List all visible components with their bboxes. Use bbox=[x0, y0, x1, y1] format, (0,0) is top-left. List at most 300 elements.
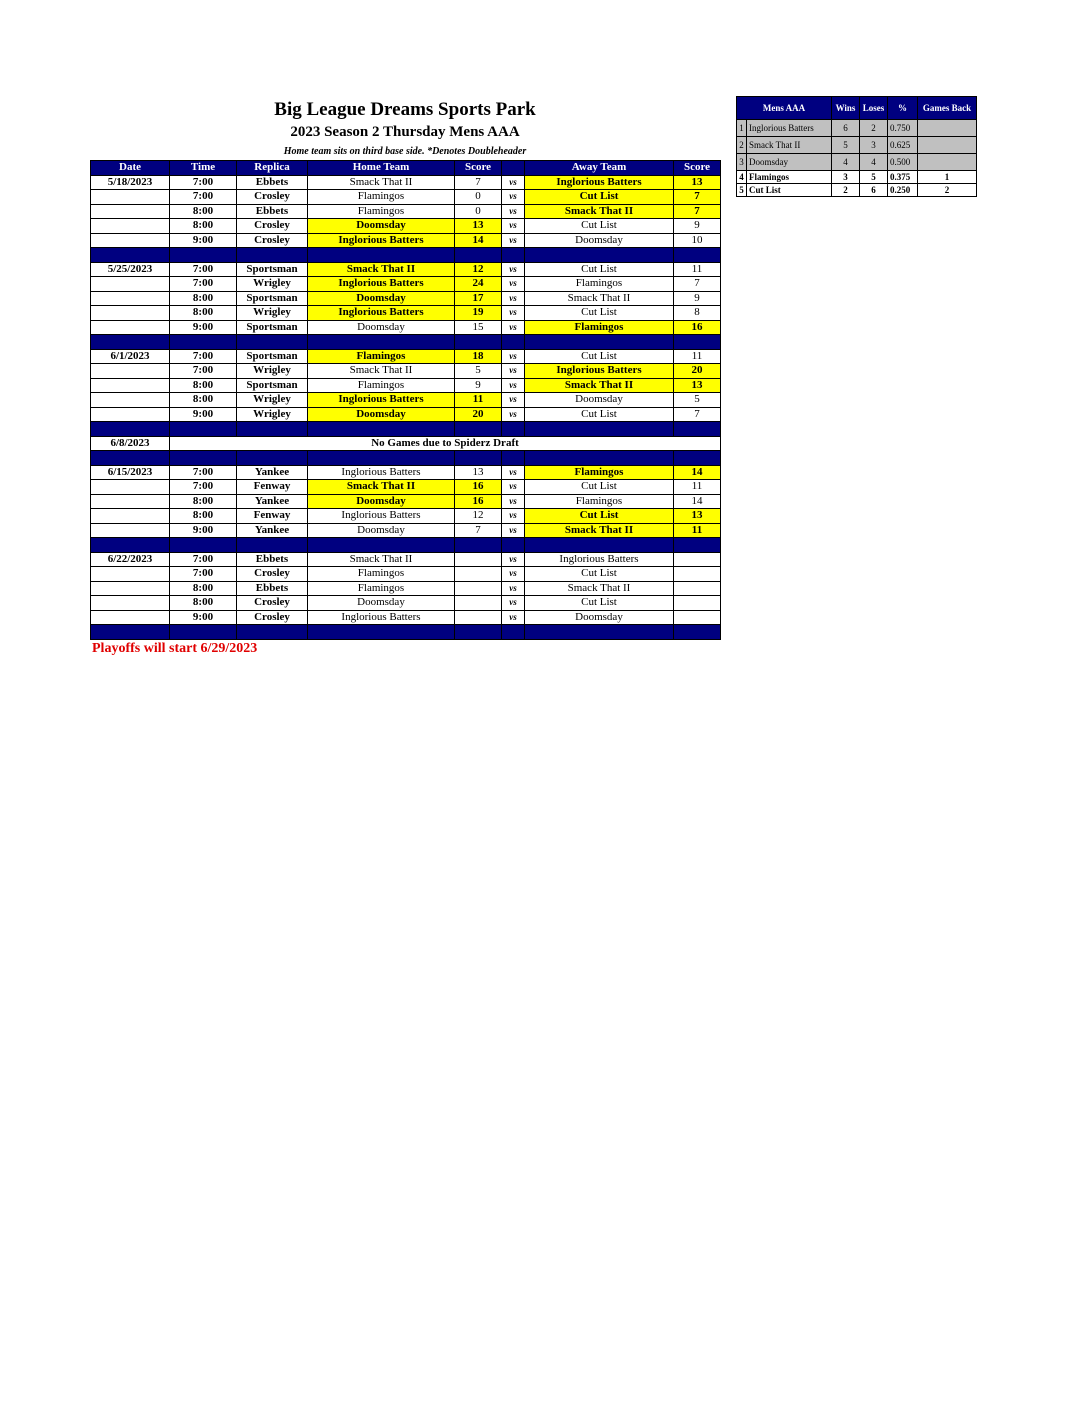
game-time: 8:00 bbox=[170, 596, 237, 611]
separator-cell bbox=[502, 248, 525, 263]
standings-row bbox=[737, 154, 977, 171]
vs-label: vs bbox=[502, 219, 525, 234]
separator-cell bbox=[170, 538, 237, 553]
away-score: 9 bbox=[674, 291, 721, 306]
home-team: Doomsday bbox=[308, 523, 455, 538]
standing-team: Flamingos bbox=[747, 171, 832, 184]
game-replica: Ebbets bbox=[237, 552, 308, 567]
separator-cell bbox=[170, 335, 237, 350]
schedule-title-block bbox=[90, 98, 720, 159]
game-time: 7:00 bbox=[170, 364, 237, 379]
col-away-team: Away Team bbox=[525, 161, 674, 176]
game-date bbox=[91, 523, 170, 538]
home-score: 0 bbox=[455, 190, 502, 205]
away-score: 11 bbox=[674, 262, 721, 277]
separator-cell bbox=[237, 422, 308, 437]
separator-cell bbox=[674, 422, 721, 437]
home-team: Inglorious Batters bbox=[308, 233, 455, 248]
game-date bbox=[91, 378, 170, 393]
home-team-note: Home team sits on third base side. *Denotes Doubleheader bbox=[283, 146, 527, 157]
separator-cell bbox=[525, 422, 674, 437]
separator-cell bbox=[91, 422, 170, 437]
schedule-row bbox=[91, 204, 721, 219]
schedule-row bbox=[91, 190, 721, 205]
standing-pct: 0.625 bbox=[888, 137, 918, 154]
home-team: Inglorious Batters bbox=[308, 306, 455, 321]
separator-cell bbox=[455, 248, 502, 263]
standing-games-back: 1 bbox=[918, 171, 977, 184]
away-score: 9 bbox=[674, 219, 721, 234]
away-team: Cut List bbox=[525, 262, 674, 277]
home-team: Smack That II bbox=[308, 364, 455, 379]
home-score: 17 bbox=[455, 291, 502, 306]
schedule-row bbox=[91, 233, 721, 248]
separator-cell bbox=[308, 538, 455, 553]
schedule-row bbox=[91, 610, 721, 625]
separator-cell bbox=[674, 538, 721, 553]
standing-games-back bbox=[918, 154, 977, 171]
game-replica: Crosley bbox=[237, 219, 308, 234]
separator-cell bbox=[308, 248, 455, 263]
standing-rank: 5 bbox=[737, 184, 747, 197]
home-score: 12 bbox=[455, 509, 502, 524]
vs-label: vs bbox=[502, 349, 525, 364]
standings-col-pct: % bbox=[888, 97, 918, 120]
separator-cell bbox=[502, 625, 525, 640]
schedule-row bbox=[91, 378, 721, 393]
game-replica: Ebbets bbox=[237, 581, 308, 596]
game-time: 7:00 bbox=[170, 175, 237, 190]
schedule-row bbox=[91, 581, 721, 596]
game-date bbox=[91, 219, 170, 234]
game-time: 9:00 bbox=[170, 523, 237, 538]
standing-loses: 2 bbox=[860, 120, 888, 137]
away-team: Cut List bbox=[525, 219, 674, 234]
page-title: Big League Dreams Sports Park bbox=[274, 99, 536, 120]
separator-cell bbox=[170, 248, 237, 263]
standing-loses: 4 bbox=[860, 154, 888, 171]
away-score: 10 bbox=[674, 233, 721, 248]
standing-loses: 6 bbox=[860, 184, 888, 197]
game-replica: Crosley bbox=[237, 610, 308, 625]
game-replica: Sportsman bbox=[237, 320, 308, 335]
vs-label: vs bbox=[502, 567, 525, 582]
schedule-header-row bbox=[91, 161, 721, 176]
schedule-row bbox=[91, 509, 721, 524]
home-team: Inglorious Batters bbox=[308, 465, 455, 480]
standing-rank: 3 bbox=[737, 154, 747, 171]
schedule-row bbox=[91, 480, 721, 495]
away-score: 11 bbox=[674, 480, 721, 495]
vs-label: vs bbox=[502, 407, 525, 422]
separator-cell bbox=[525, 451, 674, 466]
away-score: 13 bbox=[674, 175, 721, 190]
away-score bbox=[674, 567, 721, 582]
schedule-row bbox=[91, 262, 721, 277]
separator-cell bbox=[170, 422, 237, 437]
game-time: 7:00 bbox=[170, 190, 237, 205]
week-separator-row bbox=[91, 335, 721, 350]
vs-label: vs bbox=[502, 509, 525, 524]
schedule-row-no-games bbox=[91, 436, 721, 451]
standing-games-back bbox=[918, 120, 977, 137]
schedule-row bbox=[91, 465, 721, 480]
game-time: 9:00 bbox=[170, 407, 237, 422]
game-date bbox=[91, 480, 170, 495]
game-date bbox=[91, 204, 170, 219]
home-score: 9 bbox=[455, 378, 502, 393]
separator-cell bbox=[308, 335, 455, 350]
vs-label: vs bbox=[502, 378, 525, 393]
schedule-row bbox=[91, 291, 721, 306]
home-team: Smack That II bbox=[308, 480, 455, 495]
home-score: 13 bbox=[455, 465, 502, 480]
vs-label: vs bbox=[502, 596, 525, 611]
away-team: Flamingos bbox=[525, 465, 674, 480]
home-team: Inglorious Batters bbox=[308, 509, 455, 524]
away-score: 20 bbox=[674, 364, 721, 379]
standings-row bbox=[737, 171, 977, 184]
schedule-row bbox=[91, 349, 721, 364]
standings-body bbox=[737, 120, 977, 197]
home-score: 7 bbox=[455, 523, 502, 538]
standing-team: Smack That II bbox=[747, 137, 832, 154]
standing-team: Cut List bbox=[747, 184, 832, 197]
game-time: 8:00 bbox=[170, 219, 237, 234]
separator-cell bbox=[91, 451, 170, 466]
away-score: 7 bbox=[674, 407, 721, 422]
game-date: 5/18/2023 bbox=[91, 175, 170, 190]
game-replica: Sportsman bbox=[237, 262, 308, 277]
away-score bbox=[674, 552, 721, 567]
schedule-row bbox=[91, 596, 721, 611]
home-score: 0 bbox=[455, 204, 502, 219]
home-score: 11 bbox=[455, 393, 502, 408]
col-time: Time bbox=[170, 161, 237, 176]
home-team: Flamingos bbox=[308, 567, 455, 582]
game-date bbox=[91, 306, 170, 321]
game-replica: Crosley bbox=[237, 596, 308, 611]
vs-label: vs bbox=[502, 465, 525, 480]
away-team: Smack That II bbox=[525, 581, 674, 596]
home-team: Smack That II bbox=[308, 262, 455, 277]
schedule-row bbox=[91, 567, 721, 582]
schedule-row bbox=[91, 523, 721, 538]
separator-cell bbox=[170, 451, 237, 466]
game-time: 7:00 bbox=[170, 465, 237, 480]
away-team: Doomsday bbox=[525, 610, 674, 625]
separator-cell bbox=[525, 335, 674, 350]
standing-pct: 0.250 bbox=[888, 184, 918, 197]
standings-col-games-back: Games Back bbox=[918, 97, 977, 120]
standing-pct: 0.500 bbox=[888, 154, 918, 171]
schedule-row bbox=[91, 219, 721, 234]
vs-label: vs bbox=[502, 291, 525, 306]
vs-label: vs bbox=[502, 552, 525, 567]
game-time: 9:00 bbox=[170, 320, 237, 335]
game-time: 7:00 bbox=[170, 480, 237, 495]
home-team: Doomsday bbox=[308, 219, 455, 234]
game-date bbox=[91, 393, 170, 408]
schedule-row bbox=[91, 393, 721, 408]
away-team: Smack That II bbox=[525, 204, 674, 219]
away-team: Flamingos bbox=[525, 320, 674, 335]
home-score: 14 bbox=[455, 233, 502, 248]
col-away-score: Score bbox=[674, 161, 721, 176]
schedule-row bbox=[91, 364, 721, 379]
game-date bbox=[91, 364, 170, 379]
separator-cell bbox=[170, 625, 237, 640]
home-team: Doomsday bbox=[308, 320, 455, 335]
away-score bbox=[674, 610, 721, 625]
game-time: 8:00 bbox=[170, 509, 237, 524]
week-separator-row bbox=[91, 625, 721, 640]
game-date: 6/1/2023 bbox=[91, 349, 170, 364]
away-team: Smack That II bbox=[525, 378, 674, 393]
home-score bbox=[455, 552, 502, 567]
game-date: 6/15/2023 bbox=[91, 465, 170, 480]
standing-games-back: 2 bbox=[918, 184, 977, 197]
away-score: 11 bbox=[674, 523, 721, 538]
away-score: 11 bbox=[674, 349, 721, 364]
separator-cell bbox=[237, 248, 308, 263]
game-replica: Sportsman bbox=[237, 291, 308, 306]
schedule-row bbox=[91, 175, 721, 190]
vs-label: vs bbox=[502, 581, 525, 596]
game-replica: Crosley bbox=[237, 567, 308, 582]
game-date bbox=[91, 567, 170, 582]
game-date: 5/25/2023 bbox=[91, 262, 170, 277]
home-score bbox=[455, 567, 502, 582]
game-replica: Ebbets bbox=[237, 204, 308, 219]
away-team: Cut List bbox=[525, 480, 674, 495]
home-team: Inglorious Batters bbox=[308, 610, 455, 625]
col-replica: Replica bbox=[237, 161, 308, 176]
game-time: 8:00 bbox=[170, 378, 237, 393]
away-team: Doomsday bbox=[525, 393, 674, 408]
away-team: Cut List bbox=[525, 509, 674, 524]
game-replica: Wrigley bbox=[237, 364, 308, 379]
away-score: 7 bbox=[674, 277, 721, 292]
standing-loses: 3 bbox=[860, 137, 888, 154]
standings-row bbox=[737, 184, 977, 197]
game-replica: Yankee bbox=[237, 523, 308, 538]
game-replica: Wrigley bbox=[237, 306, 308, 321]
standing-games-back bbox=[918, 137, 977, 154]
game-time: 7:00 bbox=[170, 262, 237, 277]
standings-row bbox=[737, 137, 977, 154]
away-team: Cut List bbox=[525, 306, 674, 321]
standing-wins: 6 bbox=[832, 120, 860, 137]
separator-cell bbox=[308, 422, 455, 437]
standing-wins: 5 bbox=[832, 137, 860, 154]
game-date bbox=[91, 190, 170, 205]
week-separator-row bbox=[91, 422, 721, 437]
separator-cell bbox=[502, 335, 525, 350]
home-score: 12 bbox=[455, 262, 502, 277]
home-score: 15 bbox=[455, 320, 502, 335]
game-date bbox=[91, 596, 170, 611]
standing-pct: 0.375 bbox=[888, 171, 918, 184]
home-score bbox=[455, 596, 502, 611]
schedule-row bbox=[91, 306, 721, 321]
game-time: 9:00 bbox=[170, 610, 237, 625]
game-replica: Wrigley bbox=[237, 407, 308, 422]
game-time: 8:00 bbox=[170, 306, 237, 321]
standing-team: Doomsday bbox=[747, 154, 832, 171]
playoffs-notice: Playoffs will start 6/29/2023 bbox=[92, 641, 258, 656]
game-date bbox=[91, 509, 170, 524]
home-score bbox=[455, 610, 502, 625]
home-team: Doomsday bbox=[308, 596, 455, 611]
separator-cell bbox=[674, 451, 721, 466]
game-replica: Crosley bbox=[237, 190, 308, 205]
away-team: Cut List bbox=[525, 407, 674, 422]
away-score: 14 bbox=[674, 494, 721, 509]
schedule-row bbox=[91, 407, 721, 422]
separator-cell bbox=[674, 625, 721, 640]
game-time: 7:00 bbox=[170, 277, 237, 292]
home-team: Flamingos bbox=[308, 581, 455, 596]
standings-col-league: Mens AAA bbox=[737, 97, 832, 120]
away-score bbox=[674, 581, 721, 596]
home-score: 7 bbox=[455, 175, 502, 190]
separator-cell bbox=[455, 451, 502, 466]
schedule-row bbox=[91, 277, 721, 292]
home-team: Smack That II bbox=[308, 175, 455, 190]
standing-rank: 2 bbox=[737, 137, 747, 154]
game-replica: Fenway bbox=[237, 509, 308, 524]
game-date bbox=[91, 277, 170, 292]
home-score: 16 bbox=[455, 494, 502, 509]
separator-cell bbox=[91, 335, 170, 350]
game-time: 7:00 bbox=[170, 567, 237, 582]
game-time: 9:00 bbox=[170, 233, 237, 248]
home-score: 13 bbox=[455, 219, 502, 234]
separator-cell bbox=[237, 538, 308, 553]
home-team: Doomsday bbox=[308, 291, 455, 306]
away-team: Smack That II bbox=[525, 523, 674, 538]
separator-cell bbox=[455, 335, 502, 350]
game-date bbox=[91, 233, 170, 248]
home-score: 5 bbox=[455, 364, 502, 379]
away-team: Flamingos bbox=[525, 494, 674, 509]
page-subtitle: 2023 Season 2 Thursday Mens AAA bbox=[290, 124, 520, 140]
separator-cell bbox=[674, 248, 721, 263]
away-team: Doomsday bbox=[525, 233, 674, 248]
col-home-score: Score bbox=[455, 161, 502, 176]
schedule-body bbox=[91, 175, 721, 639]
game-date bbox=[91, 320, 170, 335]
separator-cell bbox=[455, 538, 502, 553]
away-score: 16 bbox=[674, 320, 721, 335]
away-score: 13 bbox=[674, 378, 721, 393]
separator-cell bbox=[525, 625, 674, 640]
vs-label: vs bbox=[502, 364, 525, 379]
game-date bbox=[91, 407, 170, 422]
standing-rank: 4 bbox=[737, 171, 747, 184]
separator-cell bbox=[455, 625, 502, 640]
away-team: Inglorious Batters bbox=[525, 364, 674, 379]
game-time: 7:00 bbox=[170, 552, 237, 567]
schedule-table bbox=[90, 160, 721, 640]
game-time: 8:00 bbox=[170, 581, 237, 596]
game-replica: Fenway bbox=[237, 480, 308, 495]
schedule-row bbox=[91, 320, 721, 335]
home-team: Flamingos bbox=[308, 204, 455, 219]
standing-rank: 1 bbox=[737, 120, 747, 137]
vs-label: vs bbox=[502, 306, 525, 321]
game-replica: Sportsman bbox=[237, 349, 308, 364]
separator-cell bbox=[455, 422, 502, 437]
vs-label: vs bbox=[502, 175, 525, 190]
game-date bbox=[91, 610, 170, 625]
standings-table bbox=[736, 96, 977, 197]
game-time: 8:00 bbox=[170, 393, 237, 408]
game-replica: Yankee bbox=[237, 465, 308, 480]
away-score bbox=[674, 596, 721, 611]
game-replica: Yankee bbox=[237, 494, 308, 509]
standings-header-row bbox=[737, 97, 977, 120]
away-team: Flamingos bbox=[525, 277, 674, 292]
separator-cell bbox=[502, 538, 525, 553]
game-replica: Sportsman bbox=[237, 378, 308, 393]
game-replica: Ebbets bbox=[237, 175, 308, 190]
vs-label: vs bbox=[502, 233, 525, 248]
separator-cell bbox=[237, 451, 308, 466]
away-team: Inglorious Batters bbox=[525, 175, 674, 190]
vs-label: vs bbox=[502, 320, 525, 335]
away-team: Cut List bbox=[525, 567, 674, 582]
separator-cell bbox=[91, 538, 170, 553]
home-score: 20 bbox=[455, 407, 502, 422]
away-score: 7 bbox=[674, 204, 721, 219]
separator-cell bbox=[237, 625, 308, 640]
away-score: 8 bbox=[674, 306, 721, 321]
standings-row bbox=[737, 120, 977, 137]
no-games-note: No Games due to Spiderz Draft bbox=[170, 436, 721, 451]
away-team: Smack That II bbox=[525, 291, 674, 306]
standing-team: Inglorious Batters bbox=[747, 120, 832, 137]
schedule-row bbox=[91, 494, 721, 509]
vs-label: vs bbox=[502, 523, 525, 538]
game-time: 7:00 bbox=[170, 349, 237, 364]
away-team: Inglorious Batters bbox=[525, 552, 674, 567]
game-time: 8:00 bbox=[170, 204, 237, 219]
week-separator-row bbox=[91, 451, 721, 466]
away-score: 7 bbox=[674, 190, 721, 205]
vs-label: vs bbox=[502, 190, 525, 205]
separator-cell bbox=[91, 248, 170, 263]
week-separator-row bbox=[91, 538, 721, 553]
home-score: 18 bbox=[455, 349, 502, 364]
home-team: Inglorious Batters bbox=[308, 393, 455, 408]
schedule-row bbox=[91, 552, 721, 567]
week-separator-row bbox=[91, 248, 721, 263]
away-score: 14 bbox=[674, 465, 721, 480]
vs-label: vs bbox=[502, 393, 525, 408]
game-time: 8:00 bbox=[170, 291, 237, 306]
home-team: Doomsday bbox=[308, 407, 455, 422]
home-score: 24 bbox=[455, 277, 502, 292]
standings-col-wins: Wins bbox=[832, 97, 860, 120]
home-team: Flamingos bbox=[308, 378, 455, 393]
game-date bbox=[91, 494, 170, 509]
standing-wins: 2 bbox=[832, 184, 860, 197]
col-vs bbox=[502, 161, 525, 176]
separator-cell bbox=[674, 335, 721, 350]
game-replica: Wrigley bbox=[237, 277, 308, 292]
